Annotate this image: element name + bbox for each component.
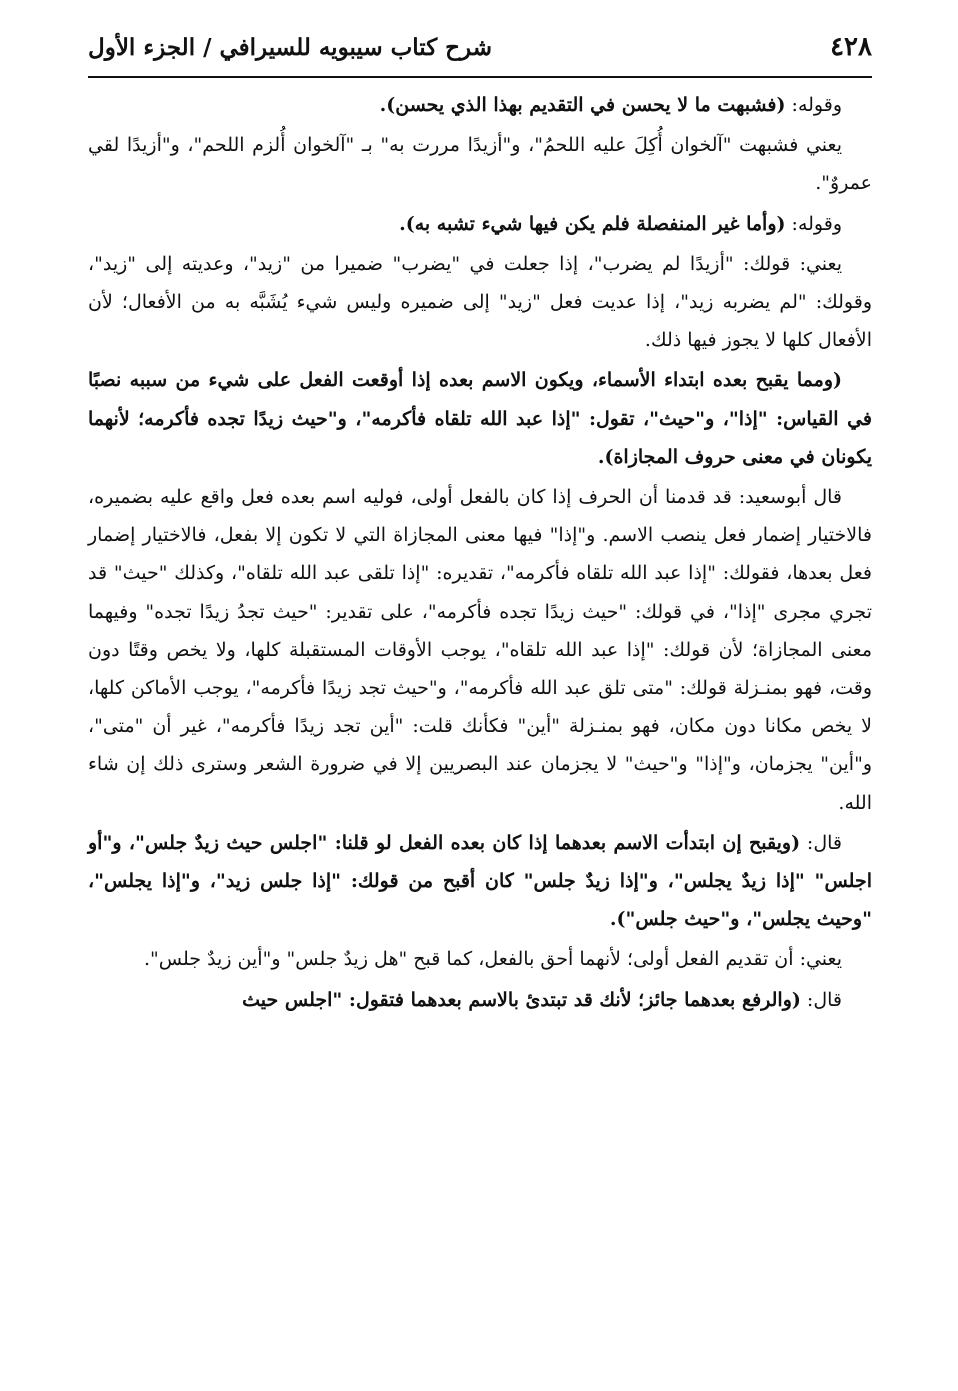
paragraph-lead: قال: bbox=[800, 988, 842, 1011]
quoted-text: (وأما غير المنفصلة فلم يكن فيها شيء تشبه به). bbox=[399, 212, 786, 235]
paragraph: يعني: أن تقديم الفعل أولى؛ لأنهما أحق بالفعل، كما قبح "هل زيدٌ جلس" و"أين زيدٌ جلس". bbox=[144, 948, 842, 971]
quoted-paragraph: (ومما يقبح بعده ابتداء الأسماء، ويكون الاسم بعده إذا أوقعت الفعل على شيء من سببه نصبًا في القياس: "إذا"، و"حيث"، تقول: "إذا عبد الله تلقاه فأكرمه"، و"حيث زيدًا تجده فأكرمه؛ لأنهما يكونان في معنى حروف المجازاة). bbox=[88, 369, 872, 468]
paragraph-lead: وقوله: bbox=[785, 94, 842, 116]
paragraph bbox=[88, 981, 872, 1019]
page-number: ٤٢٨ bbox=[830, 32, 872, 62]
quoted-text: (فشبهت ما لا يحسن في التقديم بهذا الذي يحسن). bbox=[379, 94, 786, 116]
quoted-text: (ويقبح إن ابتدأت الاسم بعدهما إذا كان بعده الفعل لو قلنا: "اجلس حيث زيدٌ جلس"، و"أو اجلس" "إذا زيدٌ يجلس"، و"إذا زيدٌ جلس" كان أقبح من قولك: "إذا جلس زيد"، و"إذا يجلس"، "وحيث يجلس"، و"حيث جلس"). bbox=[88, 831, 872, 931]
paragraph: يعني فشبهت "آلخوان أُكِلَ عليه اللحمُ"، و"أزيدًا مررت به" بـ "آلخوان أُلزم اللحم"، و"أزيدًا لقي عمروٌ". bbox=[88, 134, 872, 195]
paragraph: قال أبوسعيد: قد قدمنا أن الحرف إذا كان بالفعل أولى، فوليه اسم بعده فعل واقع عليه بضميره، فالاختيار إضمار فعل ينصب الاسم. و"إذا" فيها معنى المجازاة التي لا تكون إلا بفعل، فالاختيار إضمار فعل بعدها، فقولك: "إذا عبد الله تلقاه فأكرمه"، تقديره: "إذا تلقى عبد الله تلقاه"، وكذلك "حيث" قد تجري مجرى "إذا"، في قولك: "حيث زيدًا تجده فأكرمه"، على تقدير: "حيث تجدُ زيدًا تجده" وفيهما معنى المجازاة؛ لأن قولك: "إذا عبد الله تلقاه"، يوجب الأوقات المستقبلة كلها، ولا يخص وقتًا دون وقت، فهو بمنـزلة قولك: "متى تلق عبد الله فأكرمه"، و"حيث تجد زيدًا فأكرمه"، يوجب الأماكن كلها، لا يخص مكانا دون مكان، فهو بمنـزلة "أين" فكأنك قلت: "أين تجد زيدًا فأكرمه"، غير أن "متى"، و"أين" يجزمان، و"إذا" و"حيث" لا يجزمان عند البصريين إلا في ضرورة الشعر وسترى ذلك إن شاء الله. bbox=[88, 486, 872, 814]
page-header bbox=[88, 28, 872, 78]
paragraph: يعني: قولك: "أزيدًا لم يضرب"، إذا جعلت في "يضرب" ضميرا من "زيد"، وعديته إلى "زيد"، وقولك: "لم يضربه زيد"، إذا عديت فعل "زيد" إلى ضميره وليس شيء يُشَبَّه به من الأفعال؛ لأن الأفعال كلها لا يجوز فيها ذلك. bbox=[88, 252, 872, 352]
paragraph bbox=[88, 86, 872, 124]
page bbox=[88, 28, 872, 1021]
paragraph bbox=[88, 824, 872, 939]
paragraph bbox=[88, 205, 872, 243]
quoted-text: (والرفع بعدهما جائز؛ لأنك قد تبتدئ بالاسم بعدهما فتقول: "اجلس حيث bbox=[242, 988, 801, 1011]
page-body bbox=[88, 86, 872, 1019]
paragraph-lead: قال: bbox=[800, 831, 842, 854]
running-title: شرح كتاب سيبويه للسيرافي / الجزء الأول bbox=[88, 34, 492, 61]
paragraph-lead: وقوله: bbox=[785, 212, 842, 235]
